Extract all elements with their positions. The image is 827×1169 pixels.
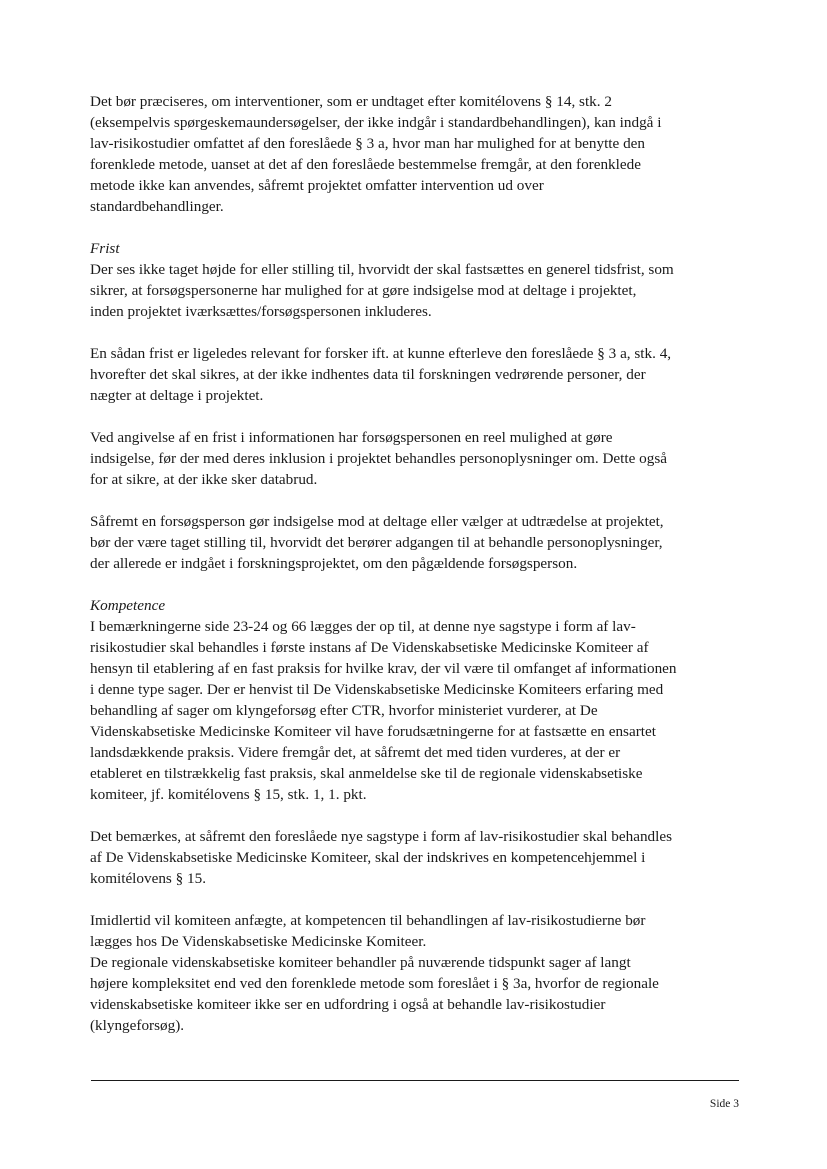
text-line: Imidlertid vil komiteen anfægte, at kompetencen til behandlingen af lav-risikostudierne bør	[90, 912, 646, 929]
text-line: komiteer, jf. komitélovens § 15, stk. 1, 1. pkt.	[90, 786, 367, 803]
text-line: (eksempelvis spørgeskemaundersøgelser, der ikke indgår i standardbehandlingen), kan indgå i	[90, 114, 662, 131]
paragraph-kompetence-2	[90, 826, 750, 889]
paragraph-kompetence-3	[90, 910, 750, 1036]
text-line: hvorefter det skal sikres, at der ikke indhentes data til forskningen vedrørende personer, der	[90, 366, 646, 383]
text-line: De regionale videnskabsetiske komiteer behandler på nuværende tidspunkt sager af langt	[90, 954, 631, 971]
text-line: etableret en tilstrækkelig fast praksis, skal anmeldelse ske til de regionale videnskabsetiske	[90, 765, 643, 782]
text-line: der allerede er indgået i forskningsprojektet, om den pågældende forsøgsperson.	[90, 555, 578, 572]
paragraph-intro	[90, 91, 750, 217]
text-line: højere kompleksitet end ved den forenklede metode som foreslået i § 3a, hvorfor de regionale	[90, 975, 659, 992]
text-line: En sådan frist er ligeledes relevant for forsker ift. at kunne efterleve den foreslåede § 3 a, stk. 4,	[90, 345, 672, 362]
text-line: komitélovens § 15.	[90, 870, 207, 887]
page-number: Side 3	[709, 1098, 739, 1110]
text-line: behandling af sager om klyngeforsøg efter CTR, hvorfor ministeriet vurderer, at De	[90, 702, 598, 719]
paragraph-kompetence-1	[90, 595, 750, 805]
text-line: Det bemærkes, at såfremt den foreslåede nye sagstype i form af lav-risikostudier skal behandles	[90, 828, 672, 845]
text-line: (klyngeforsøg).	[90, 1017, 185, 1034]
paragraph-frist-1	[90, 238, 750, 322]
text-line: videnskabsetiske komiteer ikke ser en udfordring i også at behandle lav-risikostudier	[90, 996, 606, 1013]
text-line: inden projektet iværksættes/forsøgspersonen inkluderes.	[90, 303, 432, 320]
text-line: af De Videnskabsetiske Medicinske Komiteer, skal der indskrives en kompetencehjemmel i	[90, 849, 646, 866]
section-heading-kompetence: Kompetence	[90, 597, 166, 614]
text-line: landsdækkende praksis. Videre fremgår det, at såfremt det med tiden vurderes, at der er	[90, 744, 621, 761]
text-line: Videnskabsetiske Medicinske Komiteer vil have forudsætningerne for at fastsætte en ensartet	[90, 723, 656, 740]
text-line: lav-risikostudier omfattet af den foreslåede § 3 a, hvor man har mulighed for at benytte den	[90, 135, 645, 152]
text-line: sikrer, at forsøgspersonerne har mulighed for at gøre indsigelse mod at deltage i projektet,	[90, 282, 637, 299]
text-line: Såfremt en forsøgsperson gør indsigelse mod at deltage eller vælger at udtrædelse at projektet,	[90, 513, 664, 530]
text-line: hensyn til etablering af en fast praksis for hvilke krav, der vil være til omfanget af informationen	[90, 660, 677, 677]
text-line: indsigelse, før der med deres inklusion i projektet behandles personoplysninger om. Dette også	[90, 450, 667, 467]
paragraph-frist-2	[90, 343, 750, 406]
footer-divider	[91, 1080, 739, 1081]
text-line: Det bør præciseres, om interventioner, som er undtaget efter komitélovens § 14, stk. 2	[90, 93, 612, 110]
text-line: metode ikke kan anvendes, såfremt projektet omfatter intervention ud over	[90, 177, 544, 194]
text-line: I bemærkningerne side 23-24 og 66 lægges der op til, at denne nye sagstype i form af lav-	[90, 618, 636, 635]
text-line: risikostudier skal behandles i første instans af De Videnskabsetiske Medicinske Komiteer af	[90, 639, 649, 656]
text-line: standardbehandlinger.	[90, 198, 224, 215]
section-heading-frist: Frist	[90, 240, 120, 257]
text-line: Ved angivelse af en frist i informationen har forsøgspersonen en reel mulighed at gøre	[90, 429, 613, 446]
text-line: nægter at deltage i projektet.	[90, 387, 264, 404]
text-line: for at sikre, at der ikke sker databrud.	[90, 471, 318, 488]
text-line: bør der være taget stilling til, hvorvidt det berører adgangen til at behandle personoplysninger,	[90, 534, 663, 551]
paragraph-frist-3	[90, 427, 750, 490]
text-line: i denne type sager. Der er henvist til De Videnskabsetiske Medicinske Komiteers erfaring med	[90, 681, 664, 698]
paragraph-frist-4	[90, 511, 750, 574]
text-line: forenklede metode, uanset at det af den foreslåede bestemmelse fremgår, at den forenklede	[90, 156, 641, 173]
page-body	[90, 91, 750, 1036]
text-line: lægges hos De Videnskabsetiske Medicinske Komiteer.	[90, 933, 427, 950]
text-line: Der ses ikke taget højde for eller stilling til, hvorvidt der skal fastsættes en generel tidsfrist, som	[90, 261, 674, 278]
